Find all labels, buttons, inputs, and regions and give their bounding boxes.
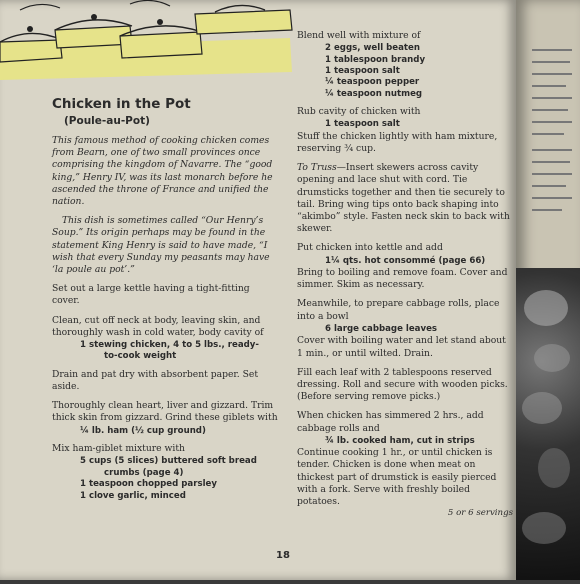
step-meanwhile: Meanwhile, to prepare cabbage rolls, place into a bowl [297, 298, 500, 322]
photo-detail [516, 268, 580, 580]
adjacent-page-text [526, 40, 576, 243]
left-column [52, 96, 280, 502]
intro-paragraph-1: This famous method of cooking chicken comes from Bearn, one of two small provinces once comprising the kingdom of Navarre. The “good king,” Henry IV, was its last monarch before he ascended the throne of France and unified the nation. [52, 135, 273, 208]
ingredient-bread: 5 cups (5 slices) buttered soft bread [80, 456, 257, 467]
ingredient-chicken-cont: to-cook weight [104, 351, 177, 362]
adjacent-page-photo [516, 268, 580, 580]
step-kettle: Set out a large kettle having a tight-fitting cover. [52, 283, 250, 307]
step-kettle-2: Put chicken into kettle and add [297, 242, 443, 254]
step-clean: Clean, cut off neck at body, leaving skin, and thoroughly wash in cold water, body cavity of [52, 314, 264, 338]
adjacent-text-lines [526, 40, 576, 240]
ingredient-brandy: 1 tablespoon brandy [325, 54, 426, 65]
recipe-title: Chicken in the Pot [52, 96, 191, 112]
step-rub: Rub cavity of chicken with [297, 106, 421, 118]
ingredient-eggs: 2 eggs, well beaten [325, 43, 420, 54]
ingredient-salt: 1 teaspoon salt [325, 66, 400, 77]
step-cover: Cover with boiling water and let stand about 1 min., or until wilted. Drain. [297, 335, 506, 359]
step-when: When chicken has simmered 2 hrs., add cabbage rolls and [297, 410, 484, 434]
ingredient-ham: ¼ lb. ham (½ cup ground) [80, 425, 206, 436]
truss-text: —Insert skewers across cavity opening and lace shut with cord. Tie drumsticks together and then tie securely to tail. Bring wing tips onto back shaping into “akimbo” style. Fasten neck skin to back with skewer. [297, 162, 510, 235]
ingredient-parsley: 1 teaspoon chopped parsley [80, 479, 217, 490]
ingredient-pepper: ¼ teaspoon pepper [325, 77, 420, 88]
step-fill: Fill each leaf with 2 tablespoons reserved dressing. Roll and secure with wooden picks. (Before serving remove picks.) [297, 366, 508, 403]
ingredient-garlic: 1 clove garlic, minced [80, 490, 186, 501]
ingredient-chicken: 1 stewing chicken, 4 to 5 lbs., ready- [80, 340, 259, 351]
yield: 5 or 6 servings [447, 508, 513, 519]
step-truss [297, 162, 513, 235]
step-mix: Mix ham-giblet mixture with [52, 443, 185, 455]
ingredient-consomme: 1¼ qts. hot consommé (page 66) [325, 255, 486, 266]
step-drain: Drain and pat dry with absorbent paper. Set aside. [52, 368, 259, 393]
ingredient-bread-cont: crumbs (page 4) [104, 467, 184, 478]
recipe-subtitle: (Poule-au-Pot) [64, 115, 150, 127]
ingredient-cooked-ham: ¾ lb. cooked ham, cut in strips [325, 435, 475, 446]
step-stuff: Stuff the chicken lightly with ham mixture, reserving ¾ cup. [297, 130, 498, 155]
ingredient-salt-2: 1 teaspoon salt [325, 119, 400, 130]
cooking-pots-illustration [0, 0, 300, 80]
step-continue: Continue cooking 1 hr., or until chicken is tender. Chicken is done when meat on thickest part of drumstick is easily pierced with a fork. Serve with freshly boiled potatoes. [297, 447, 497, 507]
page-number: 18 [276, 550, 290, 561]
ingredient-nutmeg: ¼ teaspoon nutmeg [325, 88, 423, 99]
right-column [297, 30, 513, 518]
step-blend: Blend well with mixture of [297, 30, 421, 41]
step-giblets: Thoroughly clean heart, liver and gizzard. Trim thick skin from gizzard. Grind these giblets with [52, 400, 278, 424]
ingredient-cabbage: 6 large cabbage leaves [325, 323, 438, 334]
truss-label: To Truss [297, 162, 337, 174]
intro-paragraph-2: This dish is sometimes called “Our Henry’s Soup.” Its origin perhaps may be found in the statement King Henry is said to have made, “I wish that every Sunday my peasants may have ‘la poule au pot’.” [52, 215, 270, 276]
step-boil: Bring to boiling and remove foam. Cover and simmer. Skim as necessary. [297, 267, 508, 291]
